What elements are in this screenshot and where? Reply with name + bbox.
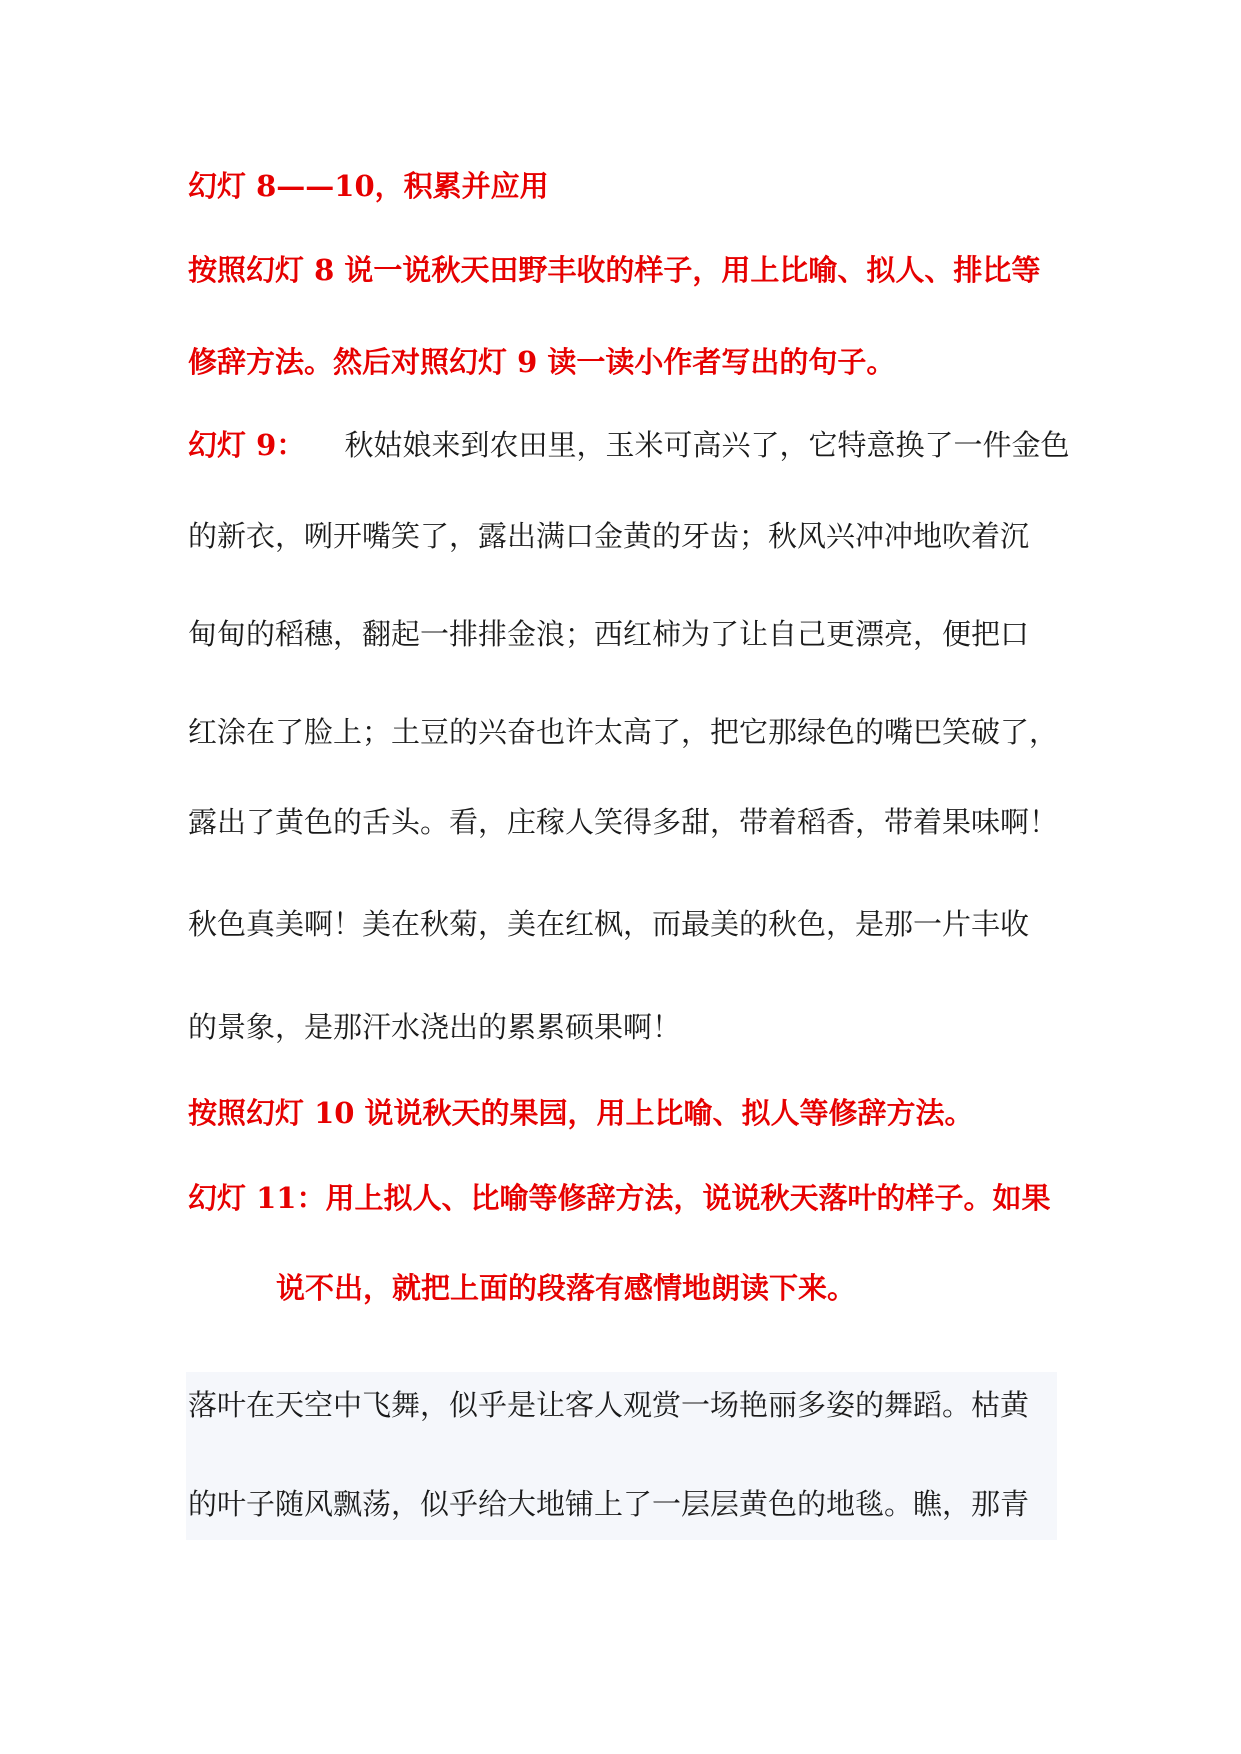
falling-leaves-paragraph-line-1: 落叶在天空中飞舞，似乎是让客人观赏一场艳丽多姿的舞蹈。枯黄 [188, 1388, 1030, 1422]
slide-9-paragraph-line-6: 秋色真美啊！美在秋菊，美在红枫，而最美的秋色，是那一片丰收 [188, 907, 1030, 941]
instruction-slide-11-line-1: 幻灯 11：用上拟人、比喻等修辞方法，说说秋天落叶的样子。如果 [188, 1181, 1051, 1215]
slide-9-text: 秋姑娘来到农田里，玉米可高兴了，它特意换了一件金色 [344, 428, 1070, 462]
slide-9-paragraph-line-7: 的景象，是那汗水浇出的累累硕果啊！ [188, 1010, 682, 1044]
slide-9-paragraph-line-4: 红涂在了脸上；土豆的兴奋也许太高了，把它那绿色的嘴巴笑破了， [188, 715, 1059, 749]
heading-slides-8-10: 幻灯 8——10，积累并应用 [188, 169, 549, 203]
slide-9-paragraph-line-1 [188, 425, 1070, 465]
instruction-slide-10: 按照幻灯 10 说说秋天的果园，用上比喻、拟人等修辞方法。 [188, 1096, 974, 1130]
instruction-slide-8-line-2: 修辞方法。然后对照幻灯 9 读一读小作者写出的句子。 [188, 345, 896, 379]
falling-leaves-paragraph-line-2: 的叶子随风飘荡，似乎给大地铺上了一层层黄色的地毯。瞧，那青 [188, 1487, 1030, 1521]
slide-9-label: 幻灯 9： [188, 428, 306, 462]
instruction-slide-8-line-1: 按照幻灯 8 说一说秋天田野丰收的样子，用上比喻、拟人、排比等 [188, 253, 1041, 287]
instruction-slide-11-line-2: 说不出，就把上面的段落有感情地朗读下来。 [276, 1271, 857, 1305]
slide-9-paragraph-line-2: 的新衣，咧开嘴笑了，露出满口金黄的牙齿；秋风兴冲冲地吹着沉 [188, 519, 1030, 553]
slide-9-paragraph-line-3: 甸甸的稻穗，翻起一排排金浪；西红柿为了让自己更漂亮，便把口 [188, 617, 1030, 651]
slide-9-paragraph-line-5: 露出了黄色的舌头。看，庄稼人笑得多甜，带着稻香，带着果味啊！ [188, 805, 1059, 839]
